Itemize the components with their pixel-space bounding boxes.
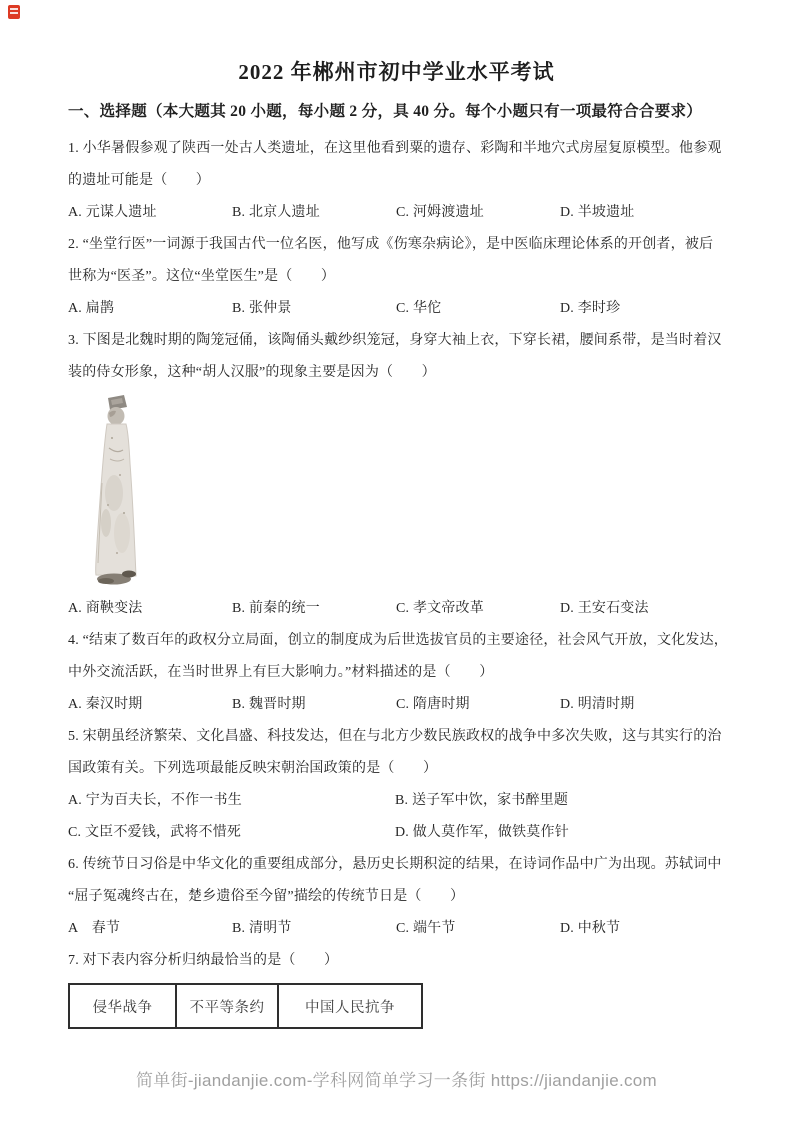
figurine-image: [84, 393, 148, 589]
option-c: C. 端午节: [396, 921, 456, 936]
question-2-options: [68, 293, 793, 325]
option-c: C. 河姆渡遗址: [396, 205, 484, 220]
question-5-text-line: 国政策有关。下列选项最能反映宋朝治国政策的是（ ）: [68, 761, 438, 776]
question-1-text-line: 的遗址可能是（ ）: [68, 173, 210, 188]
question-7-text-line: 7. 对下表内容分析归纳最恰当的是（ ）: [68, 953, 339, 968]
option-a: A. 扁鹊: [68, 301, 115, 316]
table-cell: 中国人民抗争: [278, 984, 422, 1028]
option-c: C. 文臣不爱钱，武将不惜死: [68, 825, 242, 840]
questions-area: [0, 121, 793, 1029]
section-header: 一、选择题（本大题其 20 小题，每小题 2 分，具 40 分。每个小题只有一项最符合合要求）: [68, 103, 703, 120]
option-b: B. 北京人遗址: [232, 205, 320, 220]
watermark-footer: 简单街-jiandanjie.com-学科网简单学习一条街 https://jiandanjie.com: [135, 1071, 658, 1090]
question-3-options: [68, 593, 793, 625]
red-stamp-icon: [8, 5, 20, 19]
table-row: [69, 984, 422, 1028]
option-a: A. 秦汉时期: [68, 697, 143, 712]
option-b: B. 魏晋时期: [232, 697, 306, 712]
question-7: [68, 945, 793, 1029]
question-1-text-line: 1. 小华暑假参观了陕西一处古人类遗址，在这里他看到粟的遗存、彩陶和半地穴式房屋复原模型。他参观: [68, 141, 722, 156]
option-d: D. 中秋节: [560, 921, 621, 936]
option-a: A. 商鞅变法: [68, 601, 143, 616]
option-b: B. 清明节: [232, 921, 292, 936]
option-d: D. 明清时期: [560, 697, 635, 712]
question-6: [68, 849, 793, 945]
question-1: [68, 133, 793, 229]
question-5: [68, 721, 793, 849]
option-d: D. 王安石变法: [560, 601, 649, 616]
option-b: B. 送子军中饮，家书醉里题: [395, 793, 569, 808]
question-4: [68, 625, 793, 721]
question-4-text-line: 中外交流活跃，在当时世界上有巨大影响力。”材料描述的是（ ）: [68, 665, 494, 680]
question-5-options-row-1: [68, 785, 793, 817]
question-4-options: [68, 689, 793, 721]
option-c: C. 华佗: [396, 301, 442, 316]
question-6-options: [68, 913, 793, 945]
question-2-text-line: 世称为“医圣”。这位“坐堂医生”是（ ）: [68, 269, 336, 284]
page-title: 2022 年郴州市初中学业水平考试: [238, 60, 555, 84]
question-3-text-line: 装的侍女形象，这种“胡人汉服”的现象主要是因为（ ）: [68, 365, 436, 380]
option-a: A. 宁为百夫长，不作一书生: [68, 793, 242, 808]
option-b: B. 前秦的统一: [232, 601, 320, 616]
question-2: [68, 229, 793, 325]
question-6-text-line: 6. 传统节日习俗是中华文化的重要组成部分，悬历史长期积淀的结果，在诗词作品中广为出现。苏轼词中: [68, 857, 722, 872]
question-2-text-line: 2. “坐堂行医”一词源于我国古代一位名医，他写成《伤寒杂病论》，是中医临床理论体系的开创者，被后: [68, 237, 714, 252]
question-3-figure: [68, 389, 793, 593]
question-6-text-line: “屈子冤魂终古在，楚乡遗俗至今留”描绘的传统节日是（ ）: [68, 889, 465, 904]
table-cell: 侵华战争: [69, 984, 176, 1028]
question-7-table: [68, 983, 423, 1029]
question-5-text-line: 5. 宋朝虽经济繁荣、文化昌盛、科技发达，但在与北方少数民族政权的战争中多次失败，这与其实行的治: [68, 729, 722, 744]
option-c: C. 孝文帝改革: [396, 601, 484, 616]
question-4-text-line: 4. “结束了数百年的政权分立局面，创立的制度成为后世选拔官员的主要途径，社会风气开放，文化发达，: [68, 633, 729, 648]
question-5-options-row-2: [68, 817, 793, 849]
option-c: C. 隋唐时期: [396, 697, 470, 712]
option-b: B. 张仲景: [232, 301, 292, 316]
question-3: [68, 325, 793, 625]
option-a: A. 元谋人遗址: [68, 205, 157, 220]
option-a: A 春节: [68, 921, 121, 936]
option-d: D. 做人莫作军，做铁莫作针: [395, 825, 569, 840]
option-d: D. 半坡遗址: [560, 205, 635, 220]
question-1-options: [68, 197, 793, 229]
table-cell: 不平等条约: [176, 984, 278, 1028]
question-3-text-line: 3. 下图是北魏时期的陶笼冠俑，该陶俑头戴纱织笼冠，身穿大袖上衣，下穿长裙，腰间系带，是当时着汉: [68, 333, 722, 348]
option-d: D. 李时珍: [560, 301, 621, 316]
